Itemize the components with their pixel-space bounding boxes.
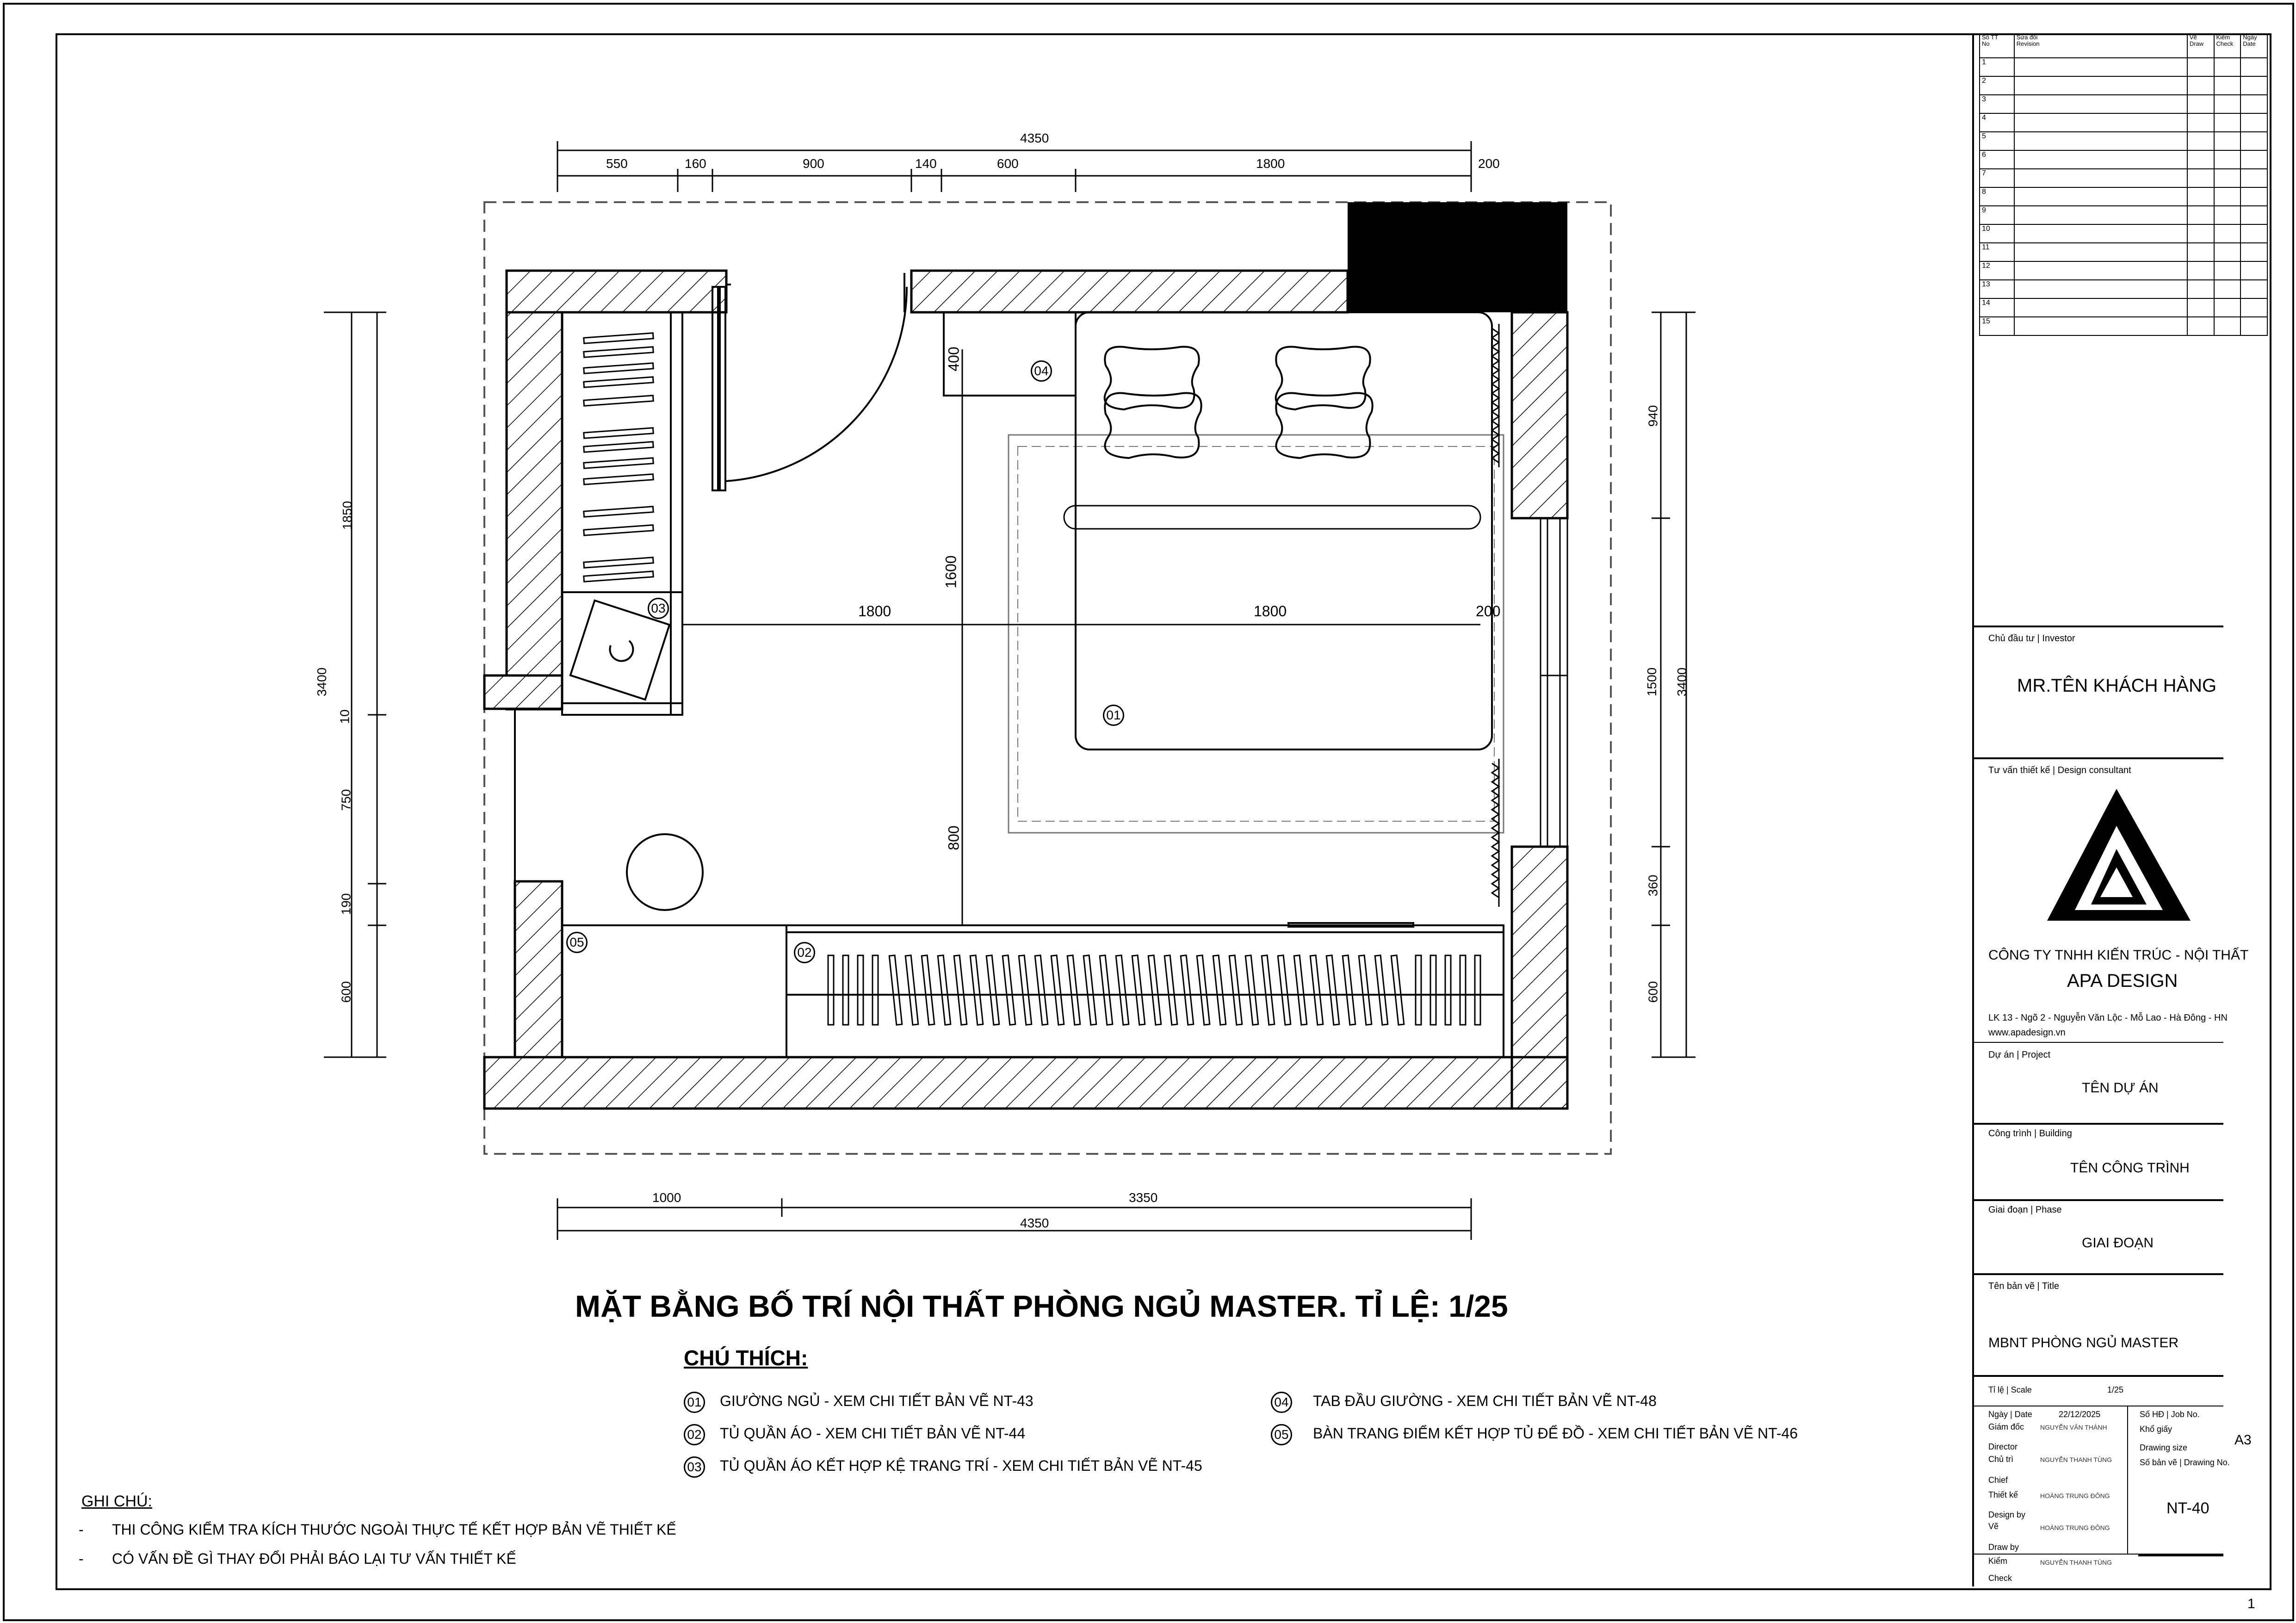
legend-text-01: GIƯỜNG NGỦ - XEM CHI TIẾT BẢN VẼ NT-43	[720, 1393, 1034, 1409]
page-number: 1	[2247, 1596, 2255, 1611]
tb-vsep	[2127, 1406, 2128, 1554]
rev-row-no: 2	[1980, 76, 2014, 95]
legend-text-04: TAB ĐẦU GIƯỜNG - XEM CHI TIẾT BẢN VẼ NT-48	[1313, 1393, 1657, 1409]
title-label: Tên bản vẽ | Title	[1988, 1281, 2060, 1291]
dim-internal-400: 400	[945, 347, 962, 372]
legend-text-03: TỦ QUẦN ÁO KẾT HỢP KỆ TRANG TRÍ - XEM CHI TIẾT BẢN VẼ NT-45	[720, 1457, 1202, 1474]
legend-text-05: BÀN TRANG ĐIỂM KẾT HỢP TỦ ĐỂ ĐỒ - XEM CHI TIẾT BẢN VẼ NT-46	[1313, 1425, 1798, 1442]
drawing-no: NT-40	[2166, 1499, 2209, 1517]
dim-internal-1600: 1600	[942, 555, 959, 588]
tag-03: 03	[648, 598, 669, 619]
dim-left-190: 190	[339, 893, 353, 915]
draw-name: HOÀNG TRUNG ĐÔNG	[2040, 1524, 2110, 1531]
phase-label: Giai đoạn | Phase	[1988, 1205, 2062, 1215]
rev-head-date: Ngày Date	[2240, 34, 2267, 58]
rev-row-no: 6	[1980, 150, 2014, 169]
company-address: LK 13 - Ngõ 2 - Nguyễn Văn Lộc - Mỗ Lao - Hà Đông - HN	[1988, 1013, 2228, 1023]
dim-top-550: 550	[606, 156, 628, 171]
rev-row-no: 7	[1980, 169, 2014, 187]
legend-heading: CHÚ THÍCH:	[684, 1346, 808, 1370]
dim-top-600: 600	[997, 156, 1019, 171]
drawing-title: MẶT BẰNG BỐ TRÍ NỘI THẤT PHÒNG NGỦ MASTER. TỈ LỆ: 1/25	[575, 1289, 1508, 1323]
bed-01	[1009, 312, 1504, 833]
rev-row-no: 13	[1980, 280, 2014, 298]
rev-head-check: Kiểm Check	[2214, 34, 2241, 58]
tb-rule-drawing-no	[2138, 1555, 2223, 1556]
director-label: Giám đốc	[1988, 1422, 2024, 1431]
legend-num-02: 02	[684, 1424, 705, 1445]
dim-bottom-1000: 1000	[652, 1190, 681, 1205]
director-name: NGUYỄN VĂN THÀNH	[2040, 1424, 2107, 1431]
legend-num-05: 05	[1271, 1424, 1292, 1445]
rev-row-no: 3	[1980, 95, 2014, 113]
dim-top-200: 200	[1478, 156, 1500, 171]
check-name: NGUYỄN THANH TÙNG	[2040, 1559, 2112, 1566]
investor-name: MR.TÊN KHÁCH HÀNG	[2017, 675, 2217, 696]
tb-divider	[1974, 1199, 2223, 1201]
date-value: 22/12/2025	[2059, 1410, 2101, 1419]
dim-left-10: 10	[337, 709, 352, 724]
dim-bottom-3350: 3350	[1129, 1190, 1158, 1205]
legend-text-02: TỦ QUẦN ÁO - XEM CHI TIẾT BẢN VẼ NT-44	[720, 1425, 1026, 1442]
rev-row-no: 4	[1980, 113, 2014, 132]
project-label: Dự án | Project	[1988, 1050, 2051, 1060]
dim-internal-1800a: 1800	[858, 603, 891, 619]
rev-row-no: 9	[1980, 206, 2014, 224]
dim-top-140: 140	[915, 156, 937, 171]
check-label: Kiểm	[1988, 1556, 2008, 1566]
dim-bottom-total: 4350	[1020, 1216, 1049, 1230]
note-bullet-2: -	[79, 1550, 84, 1567]
dim-top-900: 900	[803, 156, 824, 171]
revision-table	[1979, 33, 2268, 336]
tb-divider	[1974, 1042, 2223, 1043]
rev-head-draw: Vẽ Draw	[2187, 34, 2214, 58]
door	[712, 273, 907, 490]
note-bullet-1: -	[79, 1521, 84, 1538]
structural-column	[1348, 202, 1567, 312]
tb-divider	[1974, 757, 2223, 759]
tb-divider	[1974, 626, 2223, 627]
rev-row-no: 8	[1980, 187, 2014, 206]
rev-row-no: 14	[1980, 298, 2014, 317]
dim-internal-1800b: 1800	[1254, 603, 1287, 619]
chief-label: Chủ trì	[1988, 1455, 2014, 1464]
dim-right-1500: 1500	[1645, 667, 1659, 697]
legend-num-03: 03	[684, 1456, 705, 1478]
drawing-no-label: Số bản vẽ | Drawing No.	[2140, 1458, 2230, 1467]
draw-en: Draw by	[1988, 1542, 2019, 1552]
tag-01: 01	[1103, 705, 1124, 726]
investor-label: Chủ đầu tư | Investor	[1988, 633, 2075, 644]
note-2: CÓ VẤN ĐỀ GÌ THAY ĐỔI PHẢI BÁO LẠI TƯ VẤN THIẾT KẾ	[112, 1550, 516, 1567]
date-label: Ngày | Date	[1988, 1410, 2032, 1419]
chief-en: Chief	[1988, 1475, 2008, 1485]
tag-04: 04	[1031, 360, 1052, 382]
dim-internal-800: 800	[945, 825, 962, 850]
window	[1541, 518, 1567, 847]
tag-05: 05	[566, 932, 588, 953]
dim-top-total: 4350	[1020, 131, 1049, 145]
legend-num-04: 04	[1271, 1392, 1292, 1413]
wardrobe-02	[786, 923, 1504, 1057]
rev-row-no: 12	[1980, 261, 2014, 280]
wardrobe-03	[562, 312, 682, 715]
rev-head-no: Số TT No	[1980, 34, 2014, 58]
rev-head-revision: Sửa đổi Revision	[2014, 34, 2187, 58]
building-label: Công trình | Building	[1988, 1128, 2072, 1139]
design-label: Thiết kế	[1988, 1490, 2018, 1499]
company-website: www.apadesign.vn	[1988, 1028, 2066, 1038]
dim-left-750: 750	[339, 789, 353, 811]
tb-divider	[1974, 1273, 2223, 1275]
job-label: Số HĐ | Job No.	[2140, 1410, 2200, 1419]
paper-size: A3	[2234, 1432, 2252, 1448]
phase-name: GIAI ĐOẠN	[2082, 1235, 2154, 1251]
company-name: CÔNG TY TNHH KIẾN TRÚC - NỘI THẤT	[1988, 948, 2249, 963]
project-name: TÊN DỰ ÁN	[2082, 1080, 2159, 1096]
dim-internal-200: 200	[1476, 603, 1501, 619]
rev-row-no: 5	[1980, 132, 2014, 150]
scale-label: Tỉ lệ | Scale	[1988, 1385, 2032, 1394]
rev-row-no: 15	[1980, 317, 2014, 335]
scale-value: 1/25	[2107, 1385, 2124, 1394]
tb-divider	[1974, 1375, 2223, 1377]
nightstand-04	[944, 312, 1076, 396]
rev-row-no: 1	[1980, 58, 2014, 76]
dim-top-1800: 1800	[1256, 156, 1285, 171]
note-1: THI CÔNG KIỂM TRA KÍCH THƯỚC NGOÀI THỰC TẾ KẾT HỢP BẢN VẼ THIẾT KẾ	[112, 1521, 676, 1538]
tb-divider	[1974, 1123, 2223, 1125]
consultant-label: Tư vấn thiết kế | Design consultant	[1988, 765, 2131, 775]
chief-name: NGUYỄN THANH TÙNG	[2040, 1456, 2112, 1463]
dim-right-600: 600	[1646, 981, 1660, 1003]
design-en: Design by	[1988, 1510, 2026, 1519]
design-name: HOÀNG TRUNG ĐÔNG	[2040, 1492, 2110, 1499]
rev-row-no: 10	[1980, 224, 2014, 243]
tag-02: 02	[794, 942, 815, 963]
check-en: Check	[1988, 1573, 2012, 1583]
dim-right-360: 360	[1646, 874, 1660, 897]
brand-name: APA DESIGN	[2067, 971, 2178, 991]
paper-en: Drawing size	[2140, 1443, 2188, 1452]
paper-label: Khổ giấy	[2140, 1425, 2172, 1434]
dim-right-940: 940	[1646, 405, 1660, 427]
drawing-name: MBNT PHÒNG NGỦ MASTER	[1988, 1335, 2179, 1350]
apa-logo-icon	[2047, 789, 2191, 921]
notes-heading: GHI CHÚ:	[81, 1493, 152, 1510]
building-name: TÊN CÔNG TRÌNH	[2070, 1160, 2190, 1176]
dim-top-160: 160	[685, 156, 706, 171]
legend-num-01: 01	[684, 1392, 705, 1413]
dressing-table-05	[562, 834, 786, 1057]
dim-left-total: 3400	[315, 667, 329, 697]
rev-row-no: 11	[1980, 243, 2014, 261]
draw-label: Vẽ	[1988, 1522, 1999, 1531]
dim-right-total: 3400	[1675, 667, 1690, 697]
dim-left-1850: 1850	[340, 501, 355, 530]
director-en: Director	[1988, 1442, 2018, 1451]
dim-left-600: 600	[339, 981, 353, 1003]
site-boundary	[484, 202, 1611, 1154]
